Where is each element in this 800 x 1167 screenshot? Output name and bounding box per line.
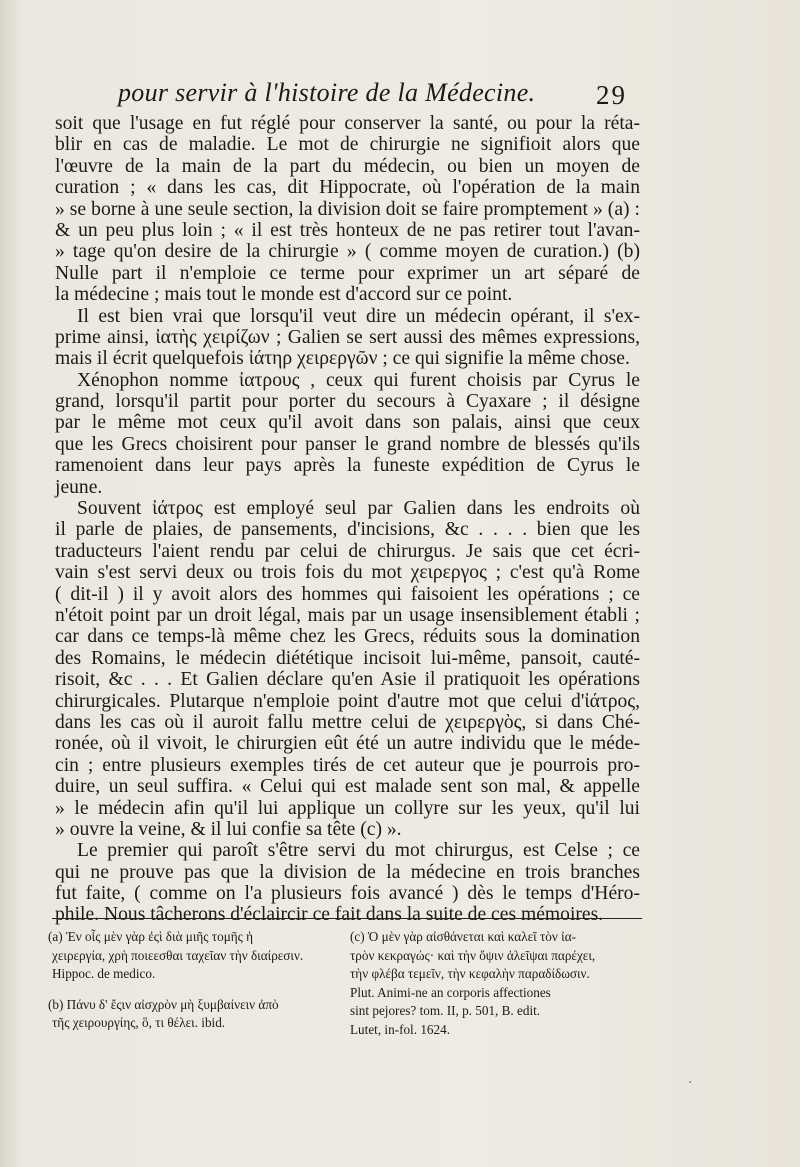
footnote: [48, 996, 338, 1033]
text-line: ramenoient dans leur pays après la funeste expédition de Cyrus le: [55, 455, 640, 477]
text-line: que les Grecs choisirent pour panser le grand nombre de blessés qu'ils: [55, 433, 640, 455]
text-line: duire, un seul suffira. « Celui qui est malade sent son mal, & appelle: [55, 776, 640, 798]
running-title: pour servir à l'histoire de la Médecine.: [118, 78, 536, 107]
text-line: » le médecin afin qu'il lui applique un collyre sur les yeux, qu'il lui: [55, 797, 640, 819]
footnote: [48, 928, 338, 984]
footnotes-right-column: [350, 928, 646, 1052]
text-line: l'œuvre de la main de la part du médecin, ou bien un moyen de: [55, 155, 640, 177]
text-line: cin ; entre plusieurs exemples tirés de cet auteur que je pourrois pro-: [55, 754, 640, 776]
text-line: la médecine ; mais tout le monde est d'accord sur ce point.: [55, 284, 513, 306]
text-line: n'étoit point par un droit légal, mais par un usage insensiblement établi ;: [55, 604, 640, 626]
text-line: curation ; « dans les cas, dit Hippocrate, où l'opération de la main: [55, 177, 640, 199]
footnote: [350, 928, 646, 1040]
text-line: Le premier qui paroît s'être servi du mot chirurgus, est Celse ; ce: [77, 840, 640, 862]
text-line: il parle de plaies, de pansements, d'incisions, &c . . . . bien que les: [55, 519, 640, 541]
text-line: fut faite, ( comme on l'a plusieurs fois avancé ) dès le temps d'Héro-: [55, 883, 640, 905]
footnote-line: τὴν φλέβα τεμεῖν, τὴν κεφαλὴν παραδίδωσιν.: [350, 966, 590, 982]
text-line: » tage qu'on desire de la chirurgie » ( comme moyen de curation.) (b): [55, 241, 640, 263]
text-line: Il est bien vrai que lorsqu'il veut dire un médecin opérant, il s'ex-: [77, 305, 640, 327]
footnotes-left-column: [48, 928, 338, 1045]
text-line: » ouvre la veine, & il lui confie sa tête (c) ».: [55, 818, 402, 840]
text-line: dans les cas où il auroit fallu mettre celui de χειρεργὸς, si dans Ché-: [55, 711, 640, 733]
text-line: phile. Nous tâcherons d'éclaircir ce fait dans la suite de ces mémoires.: [55, 904, 604, 926]
text-line: Xénophon nomme ἰατρους , ceux qui furent choisis par Cyrus le: [77, 369, 640, 391]
text-line: des Romains, le médecin diététique incisoit lui-même, pansoit, cauté-: [55, 647, 640, 669]
text-line: mais il écrit quelquefois ἰάτηρ χειρεργῶν ; ce qui signifie la même chose.: [55, 348, 630, 370]
footnote-line: Plut. Animi-ne an corporis affectiones: [350, 984, 551, 1000]
text-line: ronée, où il vivoit, le chirurgien eût été un autre individu que le méde-: [55, 733, 640, 755]
text-line: jeune.: [55, 476, 103, 498]
text-line: ( dit-il ) il y avoit alors des hommes qui faisoient les opérations ; ce: [55, 583, 640, 605]
text-line: Nulle part il n'emploie ce terme pour exprimer un art séparé de: [55, 262, 640, 284]
text-line: grand, lorsqu'il partit pour porter du secours à Cyaxare ; il désigne: [55, 391, 640, 413]
footnote-line: (b) Πάνυ δ' ἔςιν αἰσχρὸν μὴ ξυμβαίνειν ἀπὸ: [48, 996, 279, 1012]
text-line: qui ne prouve pas que la division de la médecine en trois branches: [55, 861, 640, 883]
text-line: risoit, &c . . . Et Galien déclare qu'en Asie il pratiquoit les opérations: [55, 669, 640, 691]
text-line: blir en cas de maladie. Le mot de chirurgie ne signifioit alors que: [55, 134, 640, 156]
text-line: soit que l'usage en fut réglé pour conserver la santé, ou pour la réta-: [55, 113, 640, 134]
page-header: [118, 76, 638, 116]
text-line: par le même mot ceux qu'il avoit dans son palais, ainsi que ceux: [55, 412, 640, 434]
text-line: chirurgicales. Plutarque n'emploie point d'autre mot que celui d'ἰάτρος,: [55, 690, 640, 712]
footnote-line: (c) Ὁ μὲν γὰρ αἰσθάνεται καὶ καλεῖ τὸν ἰα-: [350, 929, 576, 944]
text-line: & un peu plus loin ; « il est très honteux de ne pas retirer tout l'avan-: [55, 219, 640, 241]
footnote-line: τῆς χειρουργίης, ὃ, τι θέλει. ibid.: [52, 1015, 226, 1031]
footnote-divider: [52, 918, 642, 919]
main-text: [55, 113, 640, 926]
text-line: Souvent ἰάτρος est employé seul par Galien dans les endroits où: [77, 498, 640, 520]
footnote-line: Lutet, in-fol. 1624.: [350, 1021, 450, 1037]
footnote-line: Hippoc. de medico.: [52, 966, 156, 982]
text-line: prime ainsi, ἰατὴς χειρίζων ; Galien se sert aussi des mêmes expressions,: [55, 326, 640, 348]
footnote-line: τρὸν κεκραγώς· καὶ τὴν ὄψιν ἀλεῖψαι παρέχει,: [350, 947, 596, 963]
footnote-line: sint pejores? tom. II, p. 501, B. edit.: [350, 1003, 541, 1019]
text-line: vain s'est servi deux ou trois fois du mot χειρεργος ; c'est qu'à Rome: [55, 562, 640, 584]
page-number: 29: [596, 80, 627, 110]
text-line: traducteurs l'aient rendu par celui de chirurgus. Je sais que cet écri-: [55, 540, 640, 562]
footnote-line: (a) Ἐν οἷς μὲν γὰρ ἐςὶ διὰ μιῆς τομῆς ἡ: [48, 929, 254, 944]
text-line: car dans ce temps-là même chez les Grecs, réduits sous la domination: [55, 626, 640, 648]
footnote-line: χειρεργία, χρὴ ποιεεσθαι ταχεῖαν τὴν διαίρεσιν.: [52, 947, 304, 963]
margin-speck: ·: [688, 1075, 693, 1091]
text-line: » se borne à une seule section, la division doit se faire promptement » (a) :: [55, 198, 640, 220]
